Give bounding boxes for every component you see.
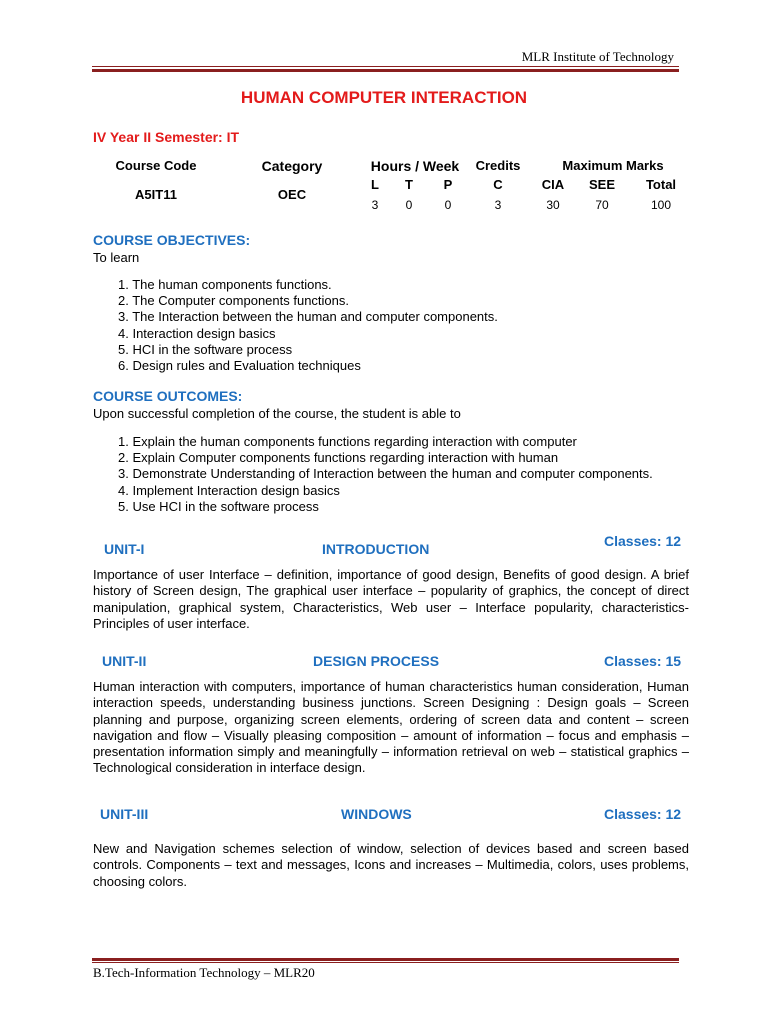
unit-2-classes: Classes: 15 <box>604 653 682 669</box>
outcomes-list <box>118 434 653 515</box>
unit-1-name: INTRODUCTION <box>322 541 430 557</box>
list-item: 4. Interaction design basics <box>118 325 276 341</box>
list-item: 3. The Interaction between the human and computer components. <box>118 309 498 325</box>
hours-l-value: 3 <box>371 198 379 212</box>
header-rule-thick <box>92 69 679 72</box>
credits-c-label: C <box>493 177 503 192</box>
list-item: 5. HCI in the software process <box>118 341 293 357</box>
unit-3-name: WINDOWS <box>341 806 412 822</box>
objectives-list <box>118 277 498 374</box>
list-item: 5. Use HCI in the software process <box>118 498 319 514</box>
marks-cia-label: CIA <box>541 177 565 192</box>
credits-label: Credits <box>475 158 521 173</box>
marks-cia-value: 30 <box>546 198 560 212</box>
marks-total-value: 100 <box>650 198 672 212</box>
list-item: 1. Explain the human components functions regarding interaction with computer <box>118 434 577 449</box>
marks-total-label: Total <box>645 177 677 192</box>
footer-rule-thick <box>92 958 679 961</box>
hours-l-label: L <box>371 177 379 192</box>
list-item: 2. The Computer components functions. <box>118 293 349 309</box>
category-label: Category <box>261 158 323 174</box>
marks-see-value: 70 <box>595 198 609 212</box>
course-title: HUMAN COMPUTER INTERACTION <box>240 88 528 107</box>
list-item: 1. The human components functions. <box>118 277 332 292</box>
objectives-intro: To learn <box>93 250 140 265</box>
hours-label: Hours / Week <box>370 158 460 174</box>
category-value: OEC <box>277 187 307 202</box>
unit-3-classes: Classes: 12 <box>604 806 682 822</box>
header-institute: MLR Institute of Technology <box>521 49 674 64</box>
semester-label: IV Year II Semester: IT <box>93 129 240 145</box>
hours-t-label: T <box>405 177 413 192</box>
footer-rule-thin <box>92 962 679 963</box>
hours-p-label: P <box>443 177 453 192</box>
unit-1-classes: Classes: 12 <box>604 533 682 549</box>
credits-c-value: 3 <box>494 198 502 212</box>
hours-p-value: 0 <box>444 198 452 212</box>
unit-2-name: DESIGN PROCESS <box>313 653 440 669</box>
outcomes-intro: Upon successful completion of the course, the student is able to <box>93 406 461 421</box>
footer-text: B.Tech-Information Technology – MLR20 <box>93 965 315 980</box>
list-item: 4. Implement Interaction design basics <box>118 482 340 498</box>
unit-3-content: New and Navigation schemes selection of window, selection of devices based and screen based controls. Components – text and messages, Icons and increases – Multimedia, colors, uses problems, choosing colors. <box>93 841 689 889</box>
objectives-heading: COURSE OBJECTIVES: <box>93 232 251 248</box>
list-item: 6. Design rules and Evaluation techniques <box>118 357 361 373</box>
list-item: 3. Demonstrate Understanding of Interaction between the human and computer components. <box>118 466 653 482</box>
unit-3-label: UNIT-III <box>100 806 149 822</box>
unit-2-content: Human interaction with computers, importance of human characteristics human consideration, Human interaction speeds, understanding business junctions. Screen Designing : Design goals – Screen planning and purpose, organizing screen elements, ordering of screen data and content – screen navigation and flow – Visually pleasing composition – amount of information – focus and emphasis – presentation information simply and meaningfully – information retrieval on web – statistical graphics – Technological consideration in interface design. <box>93 679 689 776</box>
unit-1-label: UNIT-I <box>104 541 145 557</box>
unit-2-label: UNIT-II <box>102 653 147 669</box>
course-code-value: A5IT11 <box>135 187 177 202</box>
outcomes-heading: COURSE OUTCOMES: <box>93 388 243 404</box>
unit-1-content: Importance of user Interface – definition, importance of good design, Benefits of good design. A brief history of Screen design, The graphical user interface – popularity of graphics, the concept of direct manipulation, graphical system, Characteristics, Web user – Interface popularity, characteristics- Principles of user interface. <box>93 567 689 631</box>
header-rule-thin <box>92 66 679 67</box>
marks-label: Maximum Marks <box>562 158 664 173</box>
marks-see-label: SEE <box>588 177 615 192</box>
course-code-label: Course Code <box>115 158 197 173</box>
hours-t-value: 0 <box>405 198 413 212</box>
list-item: 2. Explain Computer components functions regarding interaction with human <box>118 450 559 466</box>
